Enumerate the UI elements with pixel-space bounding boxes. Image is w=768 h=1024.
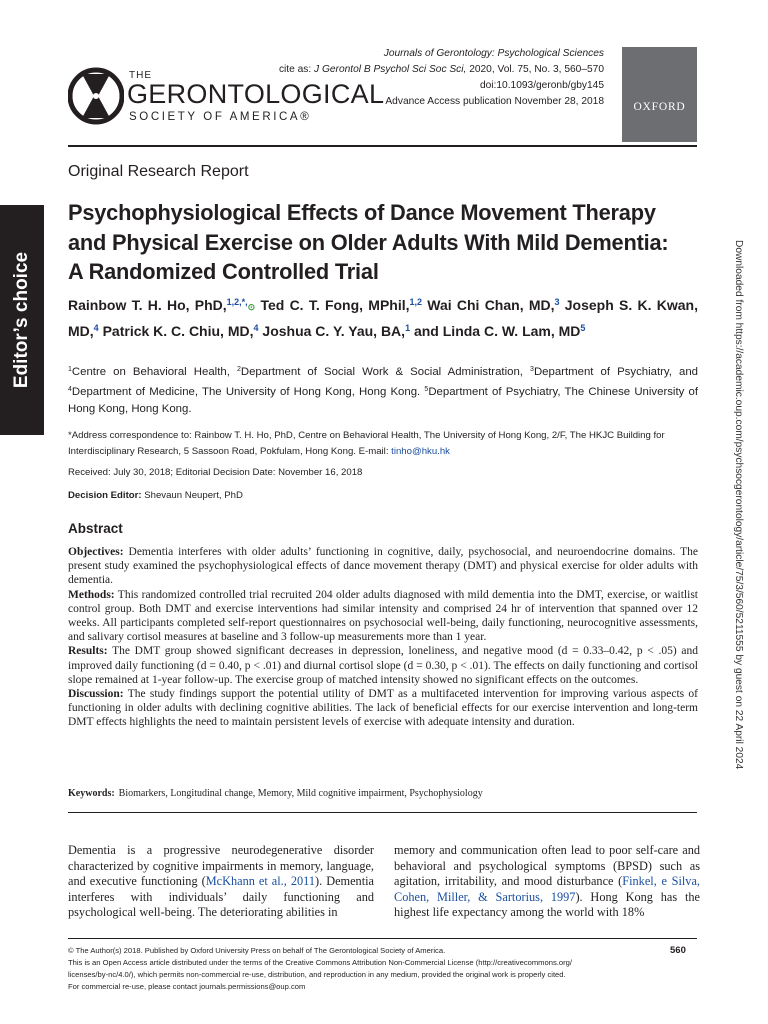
journal-info bbox=[279, 46, 604, 110]
editors-choice-label: Editor’s choice bbox=[11, 251, 32, 389]
page-number: 560 bbox=[670, 945, 686, 956]
copyright-footer: © The Author(s) 2018. Published by Oxford University Press on behalf of The Gerontological Society of America. This is an Open Access article distributed under the terms of the Creative Commons Attribution Non-Commercial License (http://creativecommons.org/ licenses/by-nc/4.0/), which permits non-commercial re-use, distribution, and reproduction in any medium, provided the original work is properly cited. For commercial re-use, please contact journals.permissions@oup.com bbox=[68, 946, 572, 991]
affiliations: $^1$Centre on Behavioral Health, $^2$Department of Social Work & Social Administration, $^3$Department of Psychiatry, and $^4$Department of Medicine, The University of Hong Kong, Hong Kong. $^5$Department of Psychiatry, The Chinese University of Hong Kong, Hong Kong. bbox=[68, 366, 699, 415]
article-type: Original Research Report bbox=[68, 163, 249, 180]
citation-link[interactable]: McKhann et al., 2011 bbox=[205, 874, 315, 888]
author: Patrick K. C. Chiu, MD, bbox=[102, 323, 254, 339]
decision-editor: Decision Editor: Shevaun Neupert, PhD bbox=[68, 490, 243, 501]
oxford-label: OXFORD bbox=[633, 101, 686, 113]
author: Joseph S. K. Kwan, MD, bbox=[68, 297, 698, 339]
journal-name: Journals of Gerontology: Psychological Sciences bbox=[383, 48, 604, 59]
author-list: Rainbow T. H. Ho, PhD,$^{1,2,*,}$⊙ Ted C. T. Fong, MPhil,$^{1,2}$ Wai Chi Chan, MD,$^3$ Joseph S. K. Kwan, MD,$^4$ Patrick K. C. Chiu, MD,$^4$ Joshua C. Y. Yau, BA,$^1$ and Linda C. W. Lam, $MD^5$ bbox=[68, 297, 698, 339]
logo-the: THE bbox=[129, 70, 152, 81]
citation-link[interactable]: Finkel, e Silva, Cohen, Miller, & Sartorius, 1997 bbox=[394, 874, 700, 904]
received-dates: Received: July 30, 2018; Editorial Decision Date: November 16, 2018 bbox=[68, 467, 363, 478]
abstract-results: Results: The DMT group showed significant decreases in depression, loneliness, and negative mood (d = 0.33–0.42, p < .05) and improved daily functioning (d = 0.40, p < .01) and diurnal cortisol slope (d = 0.30, p < .01). The effects on daily functioning and cortisol slope remained at 1-year follow-up. The exercise group of matched intensity showed no significant effects on the outcomes. bbox=[68, 645, 698, 686]
footer-divider bbox=[68, 938, 697, 939]
author: Ted C. T. Fong, MPhil, bbox=[260, 297, 410, 313]
abstract-body bbox=[68, 545, 698, 730]
gsa-emblem-icon bbox=[68, 64, 124, 128]
author: Joshua C. Y. Yau, BA, bbox=[262, 323, 406, 339]
keywords: Keywords: Biomarkers, Longitudinal change, Memory, Mild cognitive impairment, Psychophysiology bbox=[68, 788, 483, 799]
body-column-right: memory and communication often lead to poor self-care and behavioral and psychological symptoms (BPSD) such as agitation, irritability, and mood disturbance (Finkel, e Silva, Cohen, Miller, & Sartorius, 1997). Hong Kong has the highest life expectancy among the world with 18% bbox=[394, 843, 700, 919]
author: Wai Chi Chan, MD, bbox=[427, 297, 555, 313]
correspondence: *Address correspondence to: Rainbow T. H. Ho, PhD, Centre on Behavioral Health, The University of Hong Kong, 2/F, The HKJC Building for Interdisciplinary Research, 5 Sassoon Road, Pokfulam, Hong Kong. E-mail: tinho@hku.hk bbox=[68, 430, 665, 457]
author: and Linda C. W. Lam, MD bbox=[413, 323, 581, 339]
logo-sub: SOCIETY OF AMERICA® bbox=[129, 111, 312, 123]
editors-choice-tab bbox=[0, 205, 44, 435]
abstract-methods: Methods: This randomized controlled trial recruited 204 older adults diagnosed with mild dementia into the DMT, exercise, or waitlist control group. Both DMT and exercise interventions had similar intensity and comprised 24 hr of intervention that spanned over 12 weeks. All participants completed self-report questionnaires on psychosocial well-being, daily functioning, neurocognitive assessments, and salivary cortisol measures at baseline and 3 follow-up measurements more than 1 year. bbox=[68, 588, 698, 644]
body-column-left: Dementia is a progressive neurodegenerative disorder characterized by cognitive impairments in memory, language, and executive functioning (McKhann et al., 2011). Dementia interferes with individuals’ daily functioning and psychological well-being. The deteriorating abilities in bbox=[68, 843, 374, 919]
abstract-objectives: Objectives: Dementia interferes with older adults’ functioning in cognitive, daily, psychosocial, and neuroendocrine domains. The present study examined the psychophysiological effects of dance movement therapy (DMT) and physical exercise for older adults with dementia. bbox=[68, 546, 698, 587]
email-link[interactable]: tinho@hku.hk bbox=[391, 445, 450, 457]
cite-line: cite as: J Gerontol B Psychol Sci Soc Sci, 2020, Vol. 75, No. 3, 560–570 bbox=[278, 64, 604, 75]
abstract-discussion: Discussion: The study findings support the potential utility of DMT as a multifaceted intervention for improving various aspects of functioning in older adults with declining cognitive abilities. The lack of beneficial effects for our exercise intervention and long-term DMT effects highlights the need to maintain persistent levels of exercise with adequate intensity and duration. bbox=[68, 688, 698, 729]
header-divider bbox=[68, 145, 697, 147]
abstract-heading: Abstract bbox=[68, 521, 123, 536]
logo-main: GERONTOLOGICAL bbox=[127, 79, 385, 109]
download-note: Downloaded from https://academic.oup.com/psychsocgerontology/article/75/3/560/5211555 by guest on 22 April 2024 bbox=[733, 240, 744, 770]
author: Rainbow T. H. Ho, PhD, bbox=[68, 297, 227, 313]
oxford-logo bbox=[622, 47, 697, 142]
keywords-divider bbox=[68, 812, 697, 813]
advance-access: Advance Access publication November 28, 2018 bbox=[385, 96, 604, 107]
article-title: Psychophysiological Effects of Dance Movement Therapy and Physical Exercise on Older Adults With Mild Dementia: A Randomized Controlled Trial bbox=[68, 200, 669, 284]
doi: doi:10.1093/geronb/gby145 bbox=[479, 80, 604, 91]
